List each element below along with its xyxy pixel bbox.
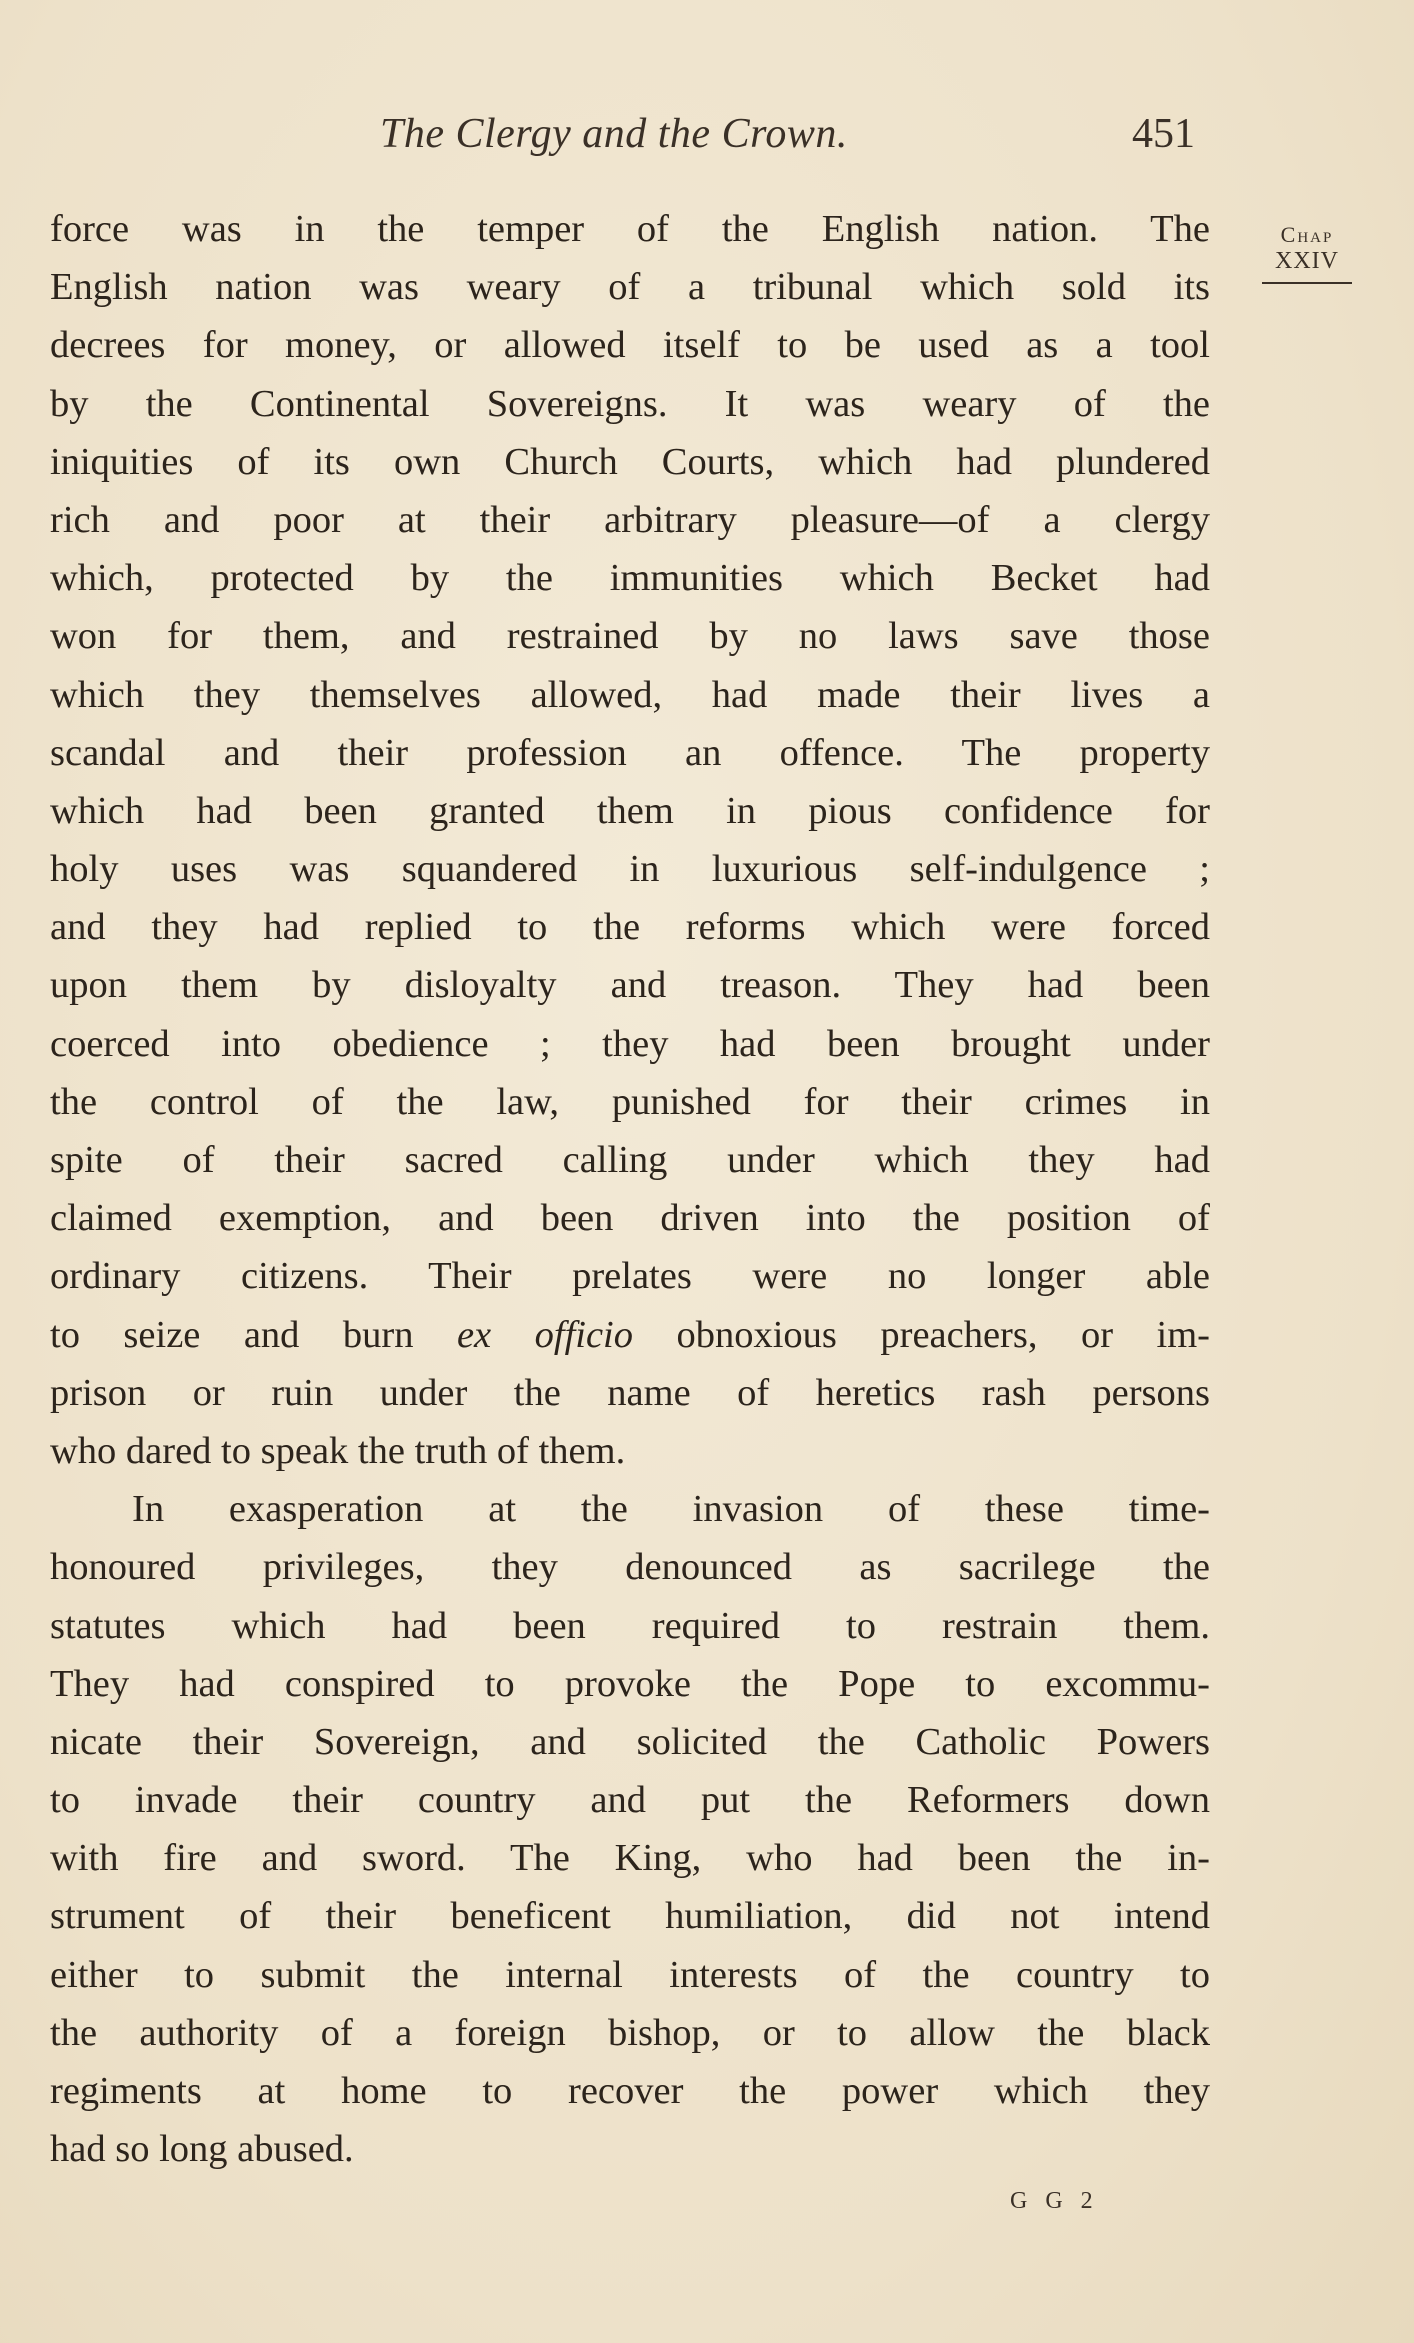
text-line: iniquities of its own Church Courts, which had plundered — [50, 440, 1210, 483]
text-line: holy uses was squandered in luxurious self-indulgence ; — [50, 848, 1210, 891]
text-line: the authority of a foreign bishop, or to allow the black — [50, 2011, 1210, 2054]
text-line: spite of their sacred calling under which they had — [50, 1139, 1210, 1181]
text-line: the control of the law, punished for their crimes in — [50, 1080, 1210, 1123]
text-line: statutes which had been required to restrain them. — [50, 1604, 1210, 1647]
text-line: prison or ruin under the name of heretics rash persons — [50, 1371, 1210, 1414]
text-line: which had been granted them in pious confidence for — [50, 789, 1210, 832]
page-number: 451 — [1132, 111, 1195, 157]
text-line: who dared to speak the truth of them. — [50, 1429, 626, 1472]
text-line: coerced into obedience ; they had been brought under — [50, 1022, 1210, 1065]
italic-latin-phrase: ex officio — [456, 1313, 633, 1356]
text-segment: to seize and burn — [50, 1313, 457, 1356]
text-line: ordinary citizens. Their prelates were no longer able — [50, 1255, 1210, 1298]
text-line: by the Continental Sovereigns. It was weary of the — [50, 382, 1210, 425]
text-line: won for them, and restrained by no laws save those — [50, 615, 1210, 658]
text-line: honoured privileges, they denounced as sacrilege the — [50, 1546, 1210, 1589]
text-line: claimed exemption, and been driven into the position of — [50, 1197, 1210, 1240]
text-line-with-italic — [50, 1306, 1210, 1364]
text-line: They had conspired to provoke the Pope to excommu- — [50, 1662, 1210, 1705]
text-line: nicate their Sovereign, and solicited the Catholic Powers — [50, 1720, 1210, 1763]
text-line: decrees for money, or allowed itself to be used as a tool — [50, 324, 1210, 367]
text-line: rich and poor at their arbitrary pleasure—of a clergy — [50, 498, 1210, 541]
text-line: had so long abused. — [50, 2128, 354, 2171]
text-line: upon them by disloyalty and treason. They had been — [50, 964, 1210, 1007]
body-text — [50, 200, 1210, 2178]
text-line: strument of their beneficent humiliation, did not intend — [50, 1895, 1210, 1938]
chapter-label: Chap — [1280, 222, 1334, 247]
text-line: regiments at home to recover the power which they — [50, 2070, 1210, 2112]
running-title: The Clergy and the Crown. — [380, 111, 848, 157]
text-line: to invade their country and put the Reformers down — [50, 1779, 1210, 1822]
text-line: which they themselves allowed, had made their lives a — [50, 673, 1210, 716]
text-line: scandal and their profession an offence. The property — [50, 731, 1210, 774]
text-line: force was in the temper of the English nation. The — [50, 208, 1210, 250]
chapter-rule — [1262, 282, 1352, 284]
text-line: which, protected by the immunities which Becket had — [50, 557, 1210, 600]
chapter-margin-note — [1262, 222, 1352, 284]
text-line: English nation was weary of a tribunal which sold its — [50, 266, 1210, 309]
signature-mark: G G 2 — [1010, 2188, 1099, 2214]
text-line: with fire and sword. The King, who had been the in- — [50, 1837, 1210, 1880]
text-line: either to submit the internal interests of the country to — [50, 1953, 1210, 1996]
text-line: and they had replied to the reforms which were forced — [50, 906, 1210, 949]
text-segment: obnoxious preachers, or im- — [633, 1313, 1210, 1356]
chapter-number: XXIV — [1275, 248, 1339, 274]
paragraph-first-line: In exasperation at the invasion of these time- — [132, 1488, 1210, 1531]
